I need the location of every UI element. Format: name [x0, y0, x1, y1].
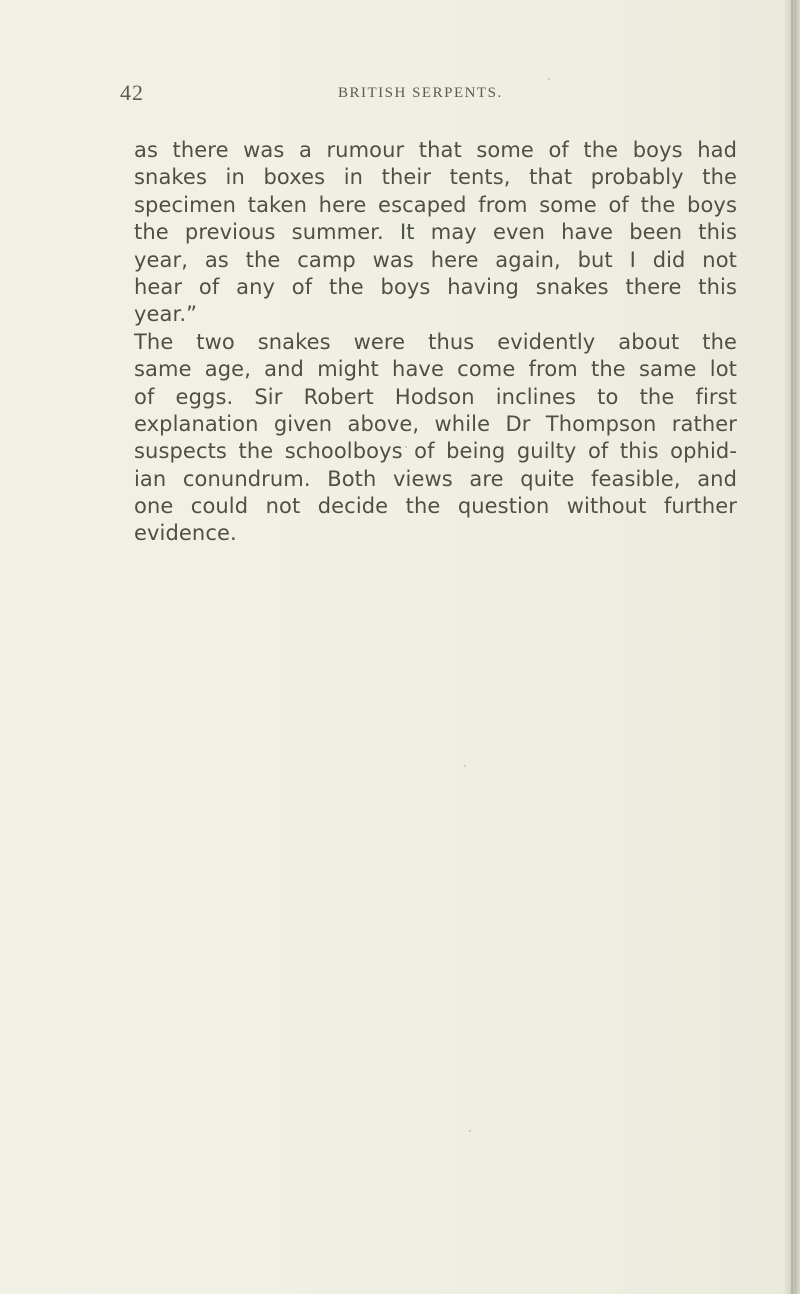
text-line: the previous summer. It may even have been this	[134, 220, 737, 245]
page-binding-edge	[784, 0, 800, 1294]
text-line: one could not decide the question without further	[134, 494, 737, 519]
text-line: specimen taken here escaped from some of the boys	[134, 192, 737, 217]
page-number: 42	[120, 80, 144, 105]
text-line: as there was a rumour that some of the boys had	[134, 138, 737, 162]
text-line: year.”	[134, 302, 198, 327]
paper-speck	[469, 1130, 471, 1132]
text-line: evidence.	[134, 521, 237, 546]
paper-speck	[548, 78, 550, 80]
running-head: BRITISH SERPENTS.	[338, 85, 503, 101]
text-line: suspects the schoolboys of being guilty of this ophid-	[134, 439, 737, 464]
text-line: year, as the camp was here again, but I did not	[134, 247, 737, 272]
text-line: of eggs. Sir Robert Hodson inclines to the first	[134, 384, 737, 409]
page-header	[120, 80, 730, 110]
text-line: explanation given above, while Dr Thompson rather	[134, 411, 737, 436]
text-line: same age, and might have come from the same lot	[134, 357, 737, 382]
text-line: hear of any of the boys having snakes there this	[134, 274, 737, 299]
body-text	[134, 137, 737, 548]
text-line: snakes in boxes in their tents, that probably the	[134, 165, 737, 190]
paper-speck	[464, 765, 466, 767]
text-line: ian conundrum. Both views are quite feasible, and	[134, 466, 737, 491]
paper-speck	[405, 446, 407, 448]
text-line: The two snakes were thus evidently about the	[134, 329, 737, 354]
